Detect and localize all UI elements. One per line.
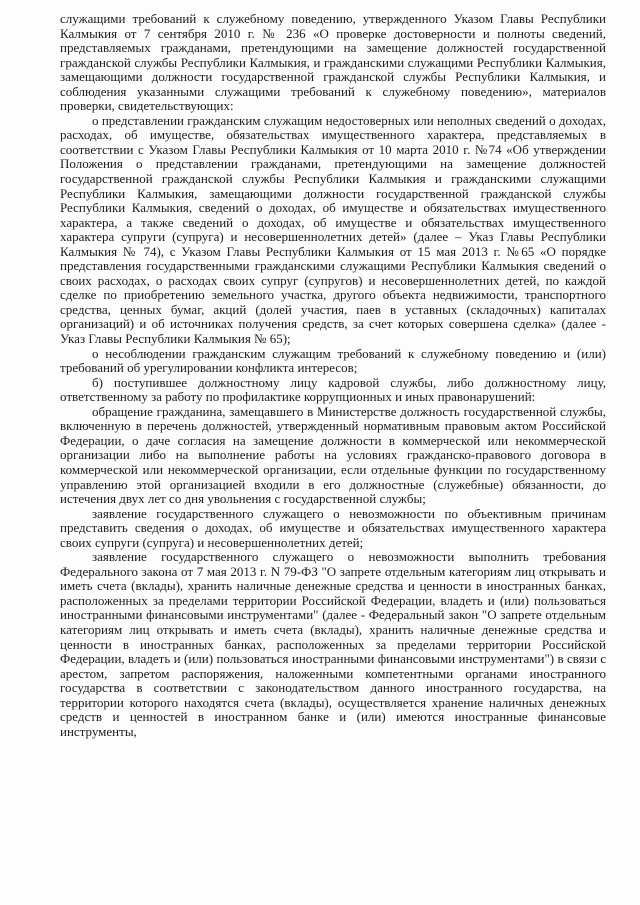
document-body (60, 12, 606, 739)
paragraph-citizen-appeal: обращение гражданина, замещавшего в Министерстве должность государственной службы, включенную в перечень должностей, утвержденный нормативным правовым актом Российской Федерации, о даче согласия на замещение должности в коммерческой или некоммерческой организации либо на выполнение работы на условиях гражданско-правового договора в коммерческой или некоммерческой организации, если отдельные функции по государственному управлению этой организацией входили в его должностные (служебные) обязанности, до истечения двух лет со дня увольнения с государственной службы; (60, 403, 606, 507)
paragraph-item-b: б) поступившее должностному лицу кадровой службы, либо должностному лицу, ответственному за работу по профилактике коррупционных и иных правонарушений: (60, 374, 606, 405)
paragraph-continuation: служащими требований к служебному поведению, утвержденного Указом Главы Республики Калмыкия от 7 сентября 2010 г. № 236 «О проверке достоверности и полноты сведений, представляемых гражданами, претендующими на замещение должностей государственной гражданской службы Республики Калмыкия, и гражданскими служащими Республики Калмыкия, замещающими должности государственной гражданской службы Республики Калмыкия, и соблюдения указанными служащими требований к служебному поведению», материалов проверки, свидетельствующих: (60, 11, 606, 114)
paragraph-non-compliance: о несоблюдении гражданским служащим требований к служебному поведению и (или) требований об урегулировании конфликта интересов; (60, 345, 606, 376)
paragraph-impossibility-statement: заявление государственного служащего о невозможности по объективным причинам представить сведения о доходах, об имуществе и обязательствах имущественного характера своих супруги (супруга) и несовершеннолетних детей; (60, 505, 606, 550)
paragraph-false-information: о представлении гражданским служащим недостоверных или неполных сведений о доходах, расходах, об имуществе, обязательствах имущественного характера, представляемых в соответствии с Указом Главы Республики Калмыкия от 10 марта 2010 г. №74 «Об утверждении Положения о представлении гражданами, претендующими на замещение должностей государственной гражданской службы Республики Калмыкия и гражданскими служащими Республики Калмыкия, замещающими должности государственной гражданской службы Республики Калмыкия, сведений о доходах, об имуществе и обязательствах имущественного характера, а также сведений о доходах, об имуществе и обязательствах имущественного характера супруги (супруга) и несовершеннолетних детей» (далее – Указ Главы Республики Калмыкия № 74), с Указом Главы Республики Калмыкия от 15 мая 2013 г. №65 «О порядке представления государственными гражданскими служащими Республики Калмыкия сведений о своих расходах, о расходах своих супруг (супругов) и несовершеннолетних детей, по каждой сделке по приобретению земельного участка, другого объекта недвижимости, транспортного средства, ценных бумаг, акций (долей участия, паев в уставных (складочных) капиталах организаций) и об источниках получения средств, за счет которых совершена сделка» (далее - Указ Главы Республики Калмыкия № 65); (60, 112, 606, 347)
paragraph-foreign-accounts-statement: заявление государственного служащего о невозможности выполнить требования Федерального закона от 7 мая 2013 г. N 79-ФЗ "О запрете отдельным категориям лиц открывать и иметь счета (вклады), хранить наличные денежные средства и ценности в иностранных банках, расположенных за пределами территории Российской Федерации, владеть и (или) пользоваться иностранными финансовыми инструментами" (далее - Федеральный закон "О запрете отдельным категориям лиц открывать и иметь счета (вклады), хранить наличные денежные средства и ценности в иностранных банках, расположенных за пределами территории Российской Федерации, владеть и (или) пользоваться иностранными финансовыми инструментами") в связи с арестом, запретом распоряжения, наложенными компетентными органами иностранного государства в соответствии с законодательством данного иностранного государства, на территории которого находятся счета (вклады), осуществляется хранение наличных денежных средств и ценностей в иностранном банке и (или) имеются иностранные финансовые инструменты, (60, 549, 606, 739)
